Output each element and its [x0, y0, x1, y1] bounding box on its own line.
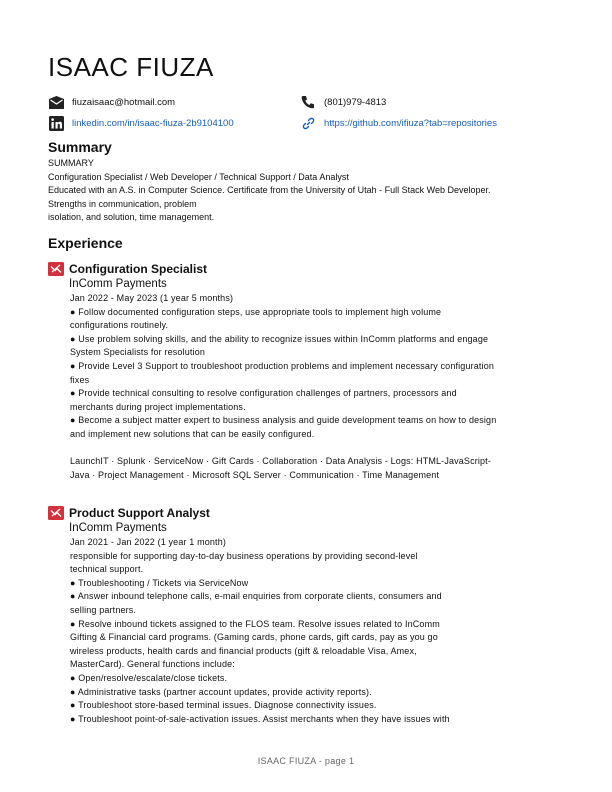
- company-logo-icon: [48, 506, 64, 520]
- job-line: MasterCard). General functions include:: [70, 659, 235, 670]
- summary-line: Educated with an A.S. in Computer Science. Certificate from the University of Utah - Full Stack Web Developer.: [48, 185, 491, 196]
- candidate-name: ISAAC FIUZA: [48, 52, 214, 82]
- job-line: ● Open/resolve/escalate/close tickets.: [70, 672, 228, 683]
- job-line: merchants during project implementations.: [70, 401, 246, 412]
- job-line: ● Troubleshoot store-based terminal issues. Diagnose connectivity issues.: [70, 700, 377, 711]
- job-line: ● Provide technical consulting to resolve configuration challenges of partners, processors and: [70, 388, 457, 399]
- job-line: technical support.: [70, 564, 144, 575]
- experience-heading: Experience: [48, 235, 123, 251]
- email-text: fiuzaisaac@hotmail.com: [72, 96, 176, 108]
- job-line: ● Follow documented configuration steps, use appropriate tools to implement high volume: [70, 306, 442, 317]
- job-line: Gifting & Financial card programs. (Gaming cards, phone cards, gift cards, pay as you go: [70, 632, 438, 643]
- page-footer: ISAAC FIUZA - page 1: [257, 756, 355, 766]
- job-line: ● Troubleshooting / Tickets via ServiceNow: [70, 577, 249, 588]
- contact-email: [48, 94, 175, 110]
- job-title: Configuration Specialist: [69, 262, 208, 276]
- job-dates: Jan 2022 - May 2023 (1 year 5 months): [70, 293, 234, 303]
- job-line: configurations routinely.: [70, 320, 169, 331]
- summary-line: Strengths in communication, problem: [48, 198, 197, 209]
- envelope-icon: [48, 94, 64, 110]
- job-line: and implement new solutions that can be easily configured.: [70, 428, 315, 439]
- job-dates: Jan 2021 - Jan 2022 (1 year 1 month): [70, 537, 226, 547]
- job-title: Product Support Analyst: [69, 506, 210, 520]
- job-line: fixes: [70, 374, 90, 385]
- phone-icon: [300, 94, 316, 110]
- job-skills-line: LaunchIT · Splunk · ServiceNow · Gift Cards · Collaboration · Data Analysis - Logs: HTML-JavaScript-: [70, 456, 491, 467]
- phone-text: (801)979-4813: [324, 96, 387, 108]
- summary-body: [48, 157, 558, 225]
- job-skills-line: Java · Project Management · Microsoft SQL Server · Communication · Time Management: [70, 469, 440, 480]
- job-line: wireless products, health cards and financial products (gift & reloadable Visa, Amex,: [70, 645, 417, 656]
- job-line: ● Provide Level 3 Support to troubleshoot production problems and implement necessary configuration: [70, 360, 495, 371]
- company-logo-icon: [48, 262, 64, 276]
- job-company: InComm Payments: [69, 522, 167, 534]
- job-description: [70, 292, 568, 482]
- contact-phone: [300, 94, 386, 110]
- contact-linkedin[interactable]: [48, 115, 234, 131]
- job-line: ● Administrative tasks (partner account updates, provide activity reports).: [70, 686, 372, 697]
- link-icon: [300, 115, 316, 131]
- job-entry: [48, 261, 568, 482]
- job-line: selling partners.: [70, 604, 137, 615]
- job-line: ● Answer inbound telephone calls, e-mail enquiries from corporate clients, consumers and: [70, 591, 442, 602]
- job-line: System Specialists for resolution: [70, 347, 206, 358]
- job-line: ● Use problem solving skills, and the ability to recognize issues within InComm platforms and engage: [70, 333, 489, 344]
- job-description: [70, 536, 568, 726]
- job-line: ● Become a subject matter expert to business analysis and guide development teams on how to design: [70, 415, 497, 426]
- contact-github[interactable]: [300, 115, 497, 131]
- summary-line: isolation, and solution, time management.: [48, 212, 215, 223]
- linkedin-link[interactable]: linkedin.com/in/isaac-fiuza-2b9104100: [72, 117, 234, 129]
- summary-heading: Summary: [48, 139, 112, 155]
- summary-line: SUMMARY: [48, 158, 94, 168]
- job-company: InComm Payments: [69, 278, 167, 290]
- job-line: ● Resolve inbound tickets assigned to the FLOS team. Resolve issues related to InComm: [70, 618, 440, 629]
- job-line: responsible for supporting day-to-day business operations by providing second-level: [70, 550, 418, 561]
- job-entry: [48, 505, 568, 726]
- linkedin-icon: [48, 115, 64, 131]
- summary-line: Configuration Specialist / Web Developer / Technical Support / Data Analyst: [48, 171, 349, 182]
- github-link[interactable]: https://github.com/ifiuza?tab=repositories: [324, 117, 497, 129]
- job-line: ● Troubleshoot point-of-sale-activation issues. Assist merchants when they have issues with: [70, 713, 450, 724]
